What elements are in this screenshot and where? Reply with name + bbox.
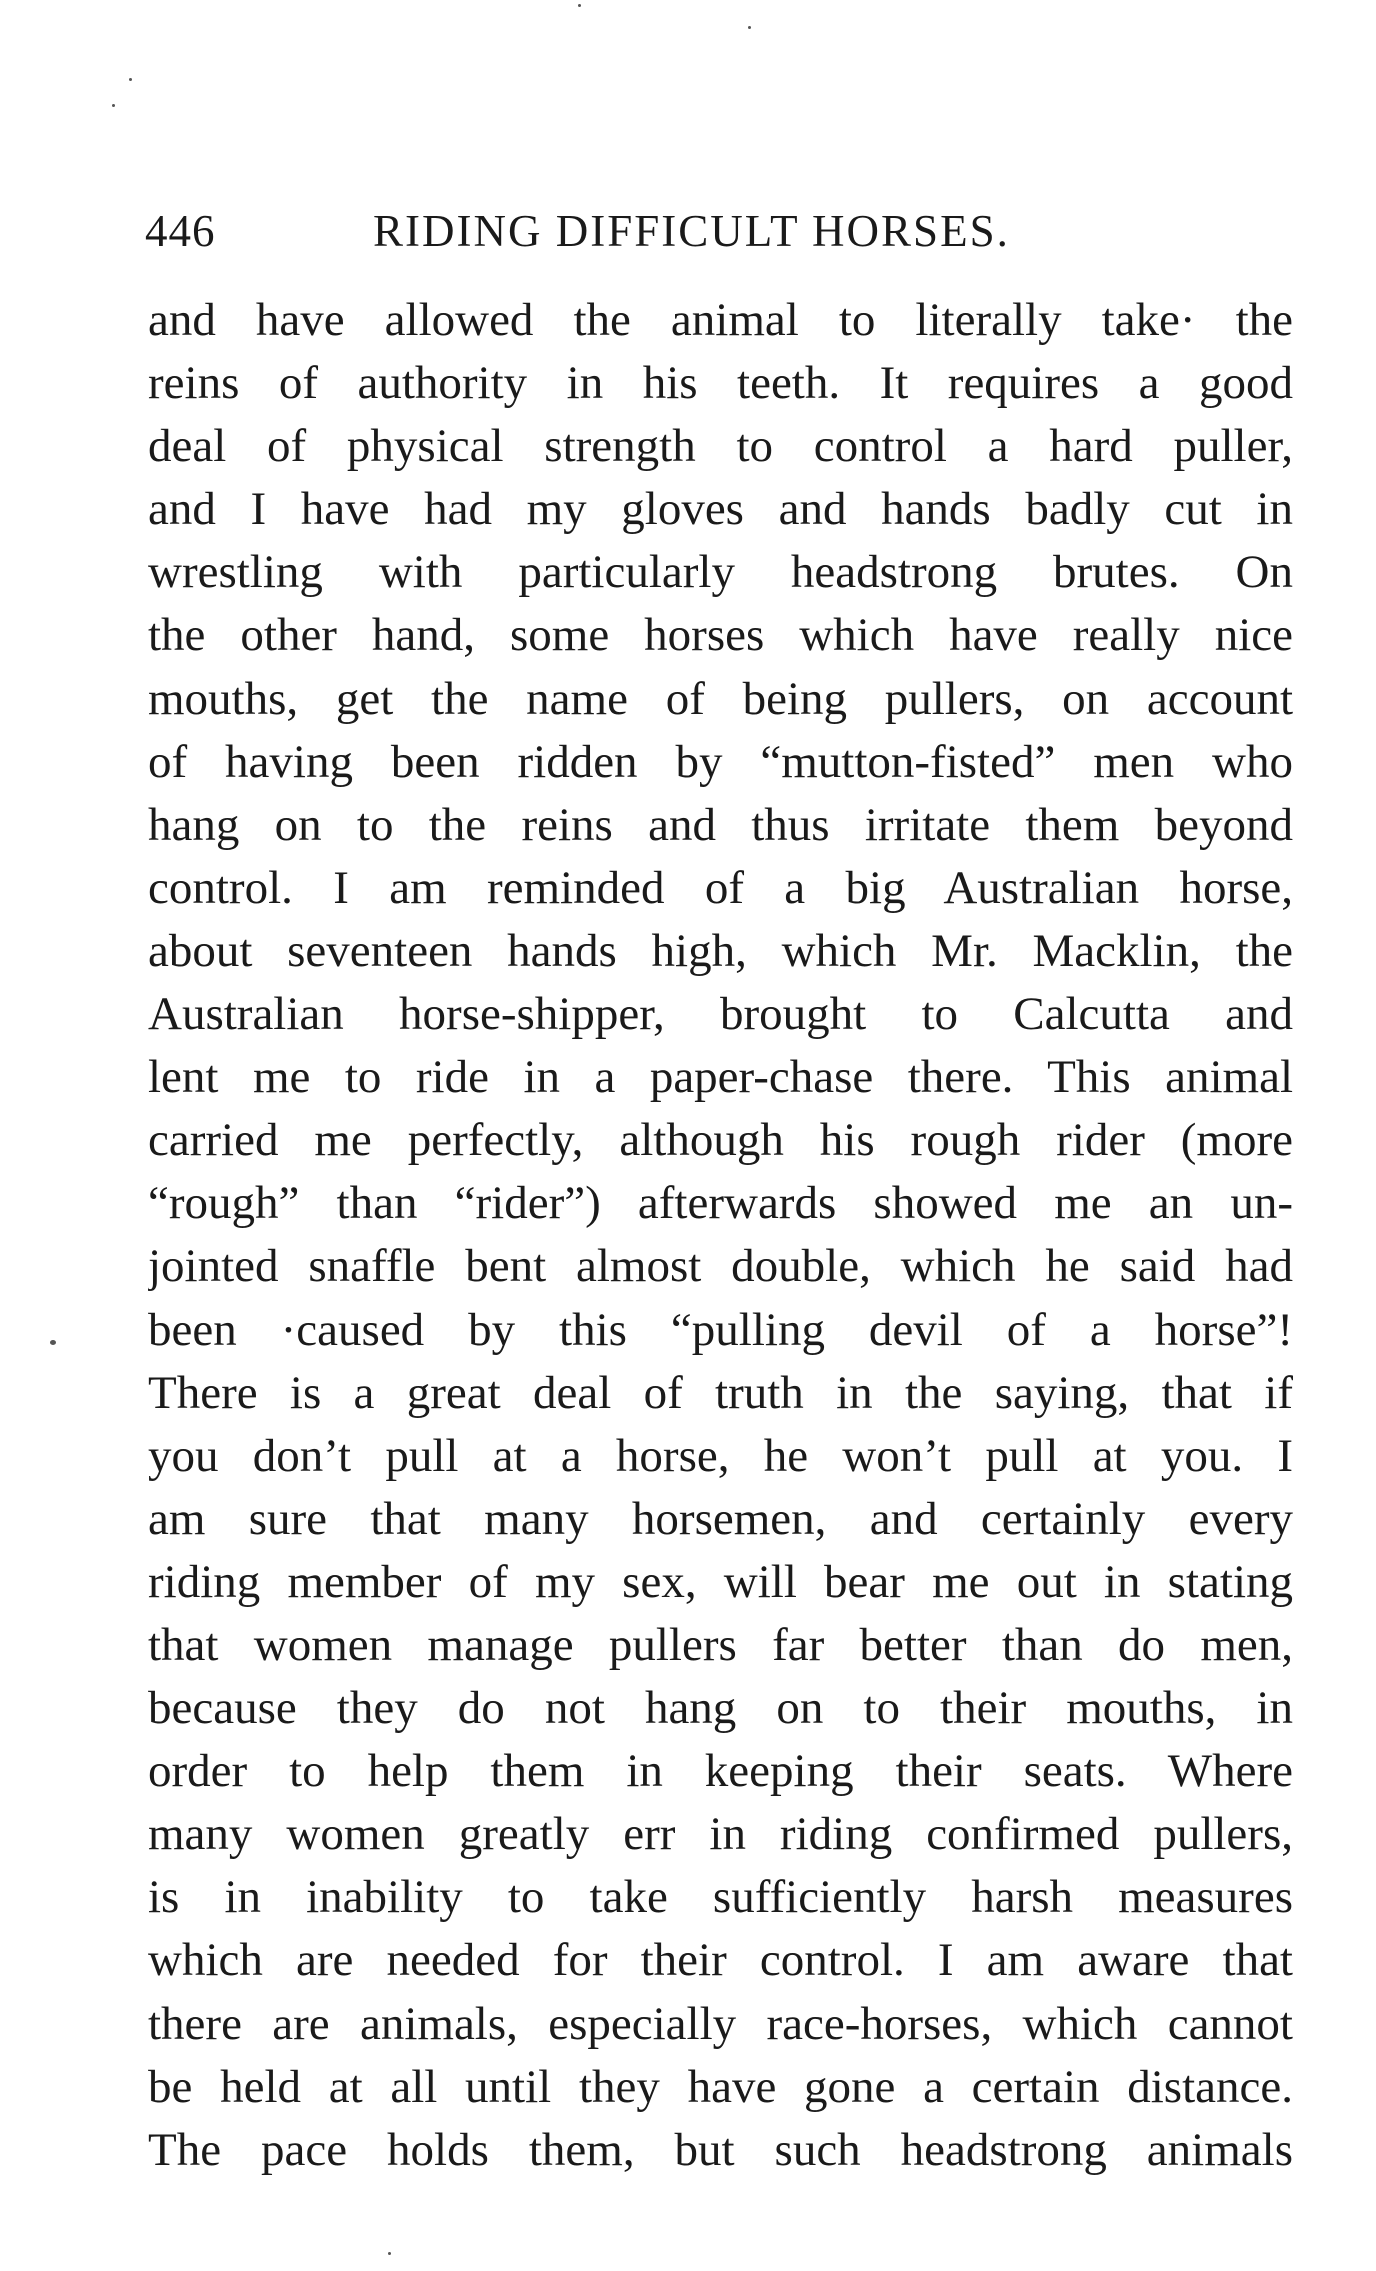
text-line: and have allowed the animal to literally take· the <box>148 294 1293 346</box>
text-line: “rough” than “rider”) afterwards showed me an un- <box>148 1177 1293 1230</box>
text-line: is in inability to take sufficiently harsh measures <box>148 1871 1293 1924</box>
scan-speck <box>578 4 581 7</box>
text-line: deal of physical strength to control a hard puller, <box>148 420 1293 473</box>
text-line: hang on to the reins and thus irritate them beyond <box>148 798 1293 851</box>
text-line: reins of authority in his teeth. It requires a good <box>148 357 1293 410</box>
text-line: control. I am reminded of a big Australian horse, <box>148 861 1293 914</box>
text-line: which are needed for their control. I am aware that <box>148 1934 1293 1987</box>
text-line: Australian horse-shipper, brought to Calcutta and <box>148 988 1293 1041</box>
body-text <box>148 289 1293 2182</box>
text-line: carried me perfectly, although his rough rider (more <box>148 1114 1293 1167</box>
text-line: There is a great deal of truth in the saying, that if <box>148 1366 1293 1419</box>
text-line: because they do not hang on to their mouths, in <box>148 1682 1293 1735</box>
text-line: about seventeen hands high, which Mr. Macklin, the <box>148 924 1293 977</box>
text-line: riding member of my sex, will bear me out in stating <box>148 1555 1293 1608</box>
text-line: there are animals, especially race-horses, which cannot <box>148 1997 1293 2050</box>
scan-speck <box>748 26 751 29</box>
page-header <box>145 205 1295 265</box>
scan-speck <box>388 2252 391 2255</box>
running-title: RIDING DIFFICULT HORSES. <box>373 206 1010 256</box>
text-line: order to help them in keeping their seats. Where <box>148 1745 1293 1798</box>
text-line: am sure that many horsemen, and certainly every <box>148 1492 1293 1545</box>
text-line: be held at all until they have gone a certain distance. <box>148 2060 1293 2113</box>
scan-speck <box>129 78 132 81</box>
text-line: The pace holds them, but such headstrong animals <box>148 2123 1293 2176</box>
text-line: lent me to ride in a paper-chase there. This animal <box>148 1051 1293 1104</box>
text-line: jointed snaffle bent almost double, which he said had <box>148 1240 1293 1293</box>
text-line: mouths, get the name of being pullers, on account <box>148 672 1293 725</box>
text-line: many women greatly err in riding confirmed pullers, <box>148 1808 1293 1861</box>
text-line: the other hand, some horses which have really nice <box>148 609 1293 662</box>
text-line: been ·caused by this “pulling devil of a horse”! <box>148 1303 1293 1356</box>
text-line: and I have had my gloves and hands badly cut in <box>148 483 1293 536</box>
scan-speck <box>112 104 115 107</box>
scan-speck <box>50 1340 56 1345</box>
text-line: wrestling with particularly headstrong brutes. On <box>148 546 1293 599</box>
page-number: 446 <box>145 206 216 256</box>
text-line: you don’t pull at a horse, he won’t pull at you. I <box>148 1429 1293 1482</box>
text-line: that women manage pullers far better than do men, <box>148 1618 1293 1671</box>
text-line: of having been ridden by “mutton-fisted” men who <box>148 735 1293 788</box>
